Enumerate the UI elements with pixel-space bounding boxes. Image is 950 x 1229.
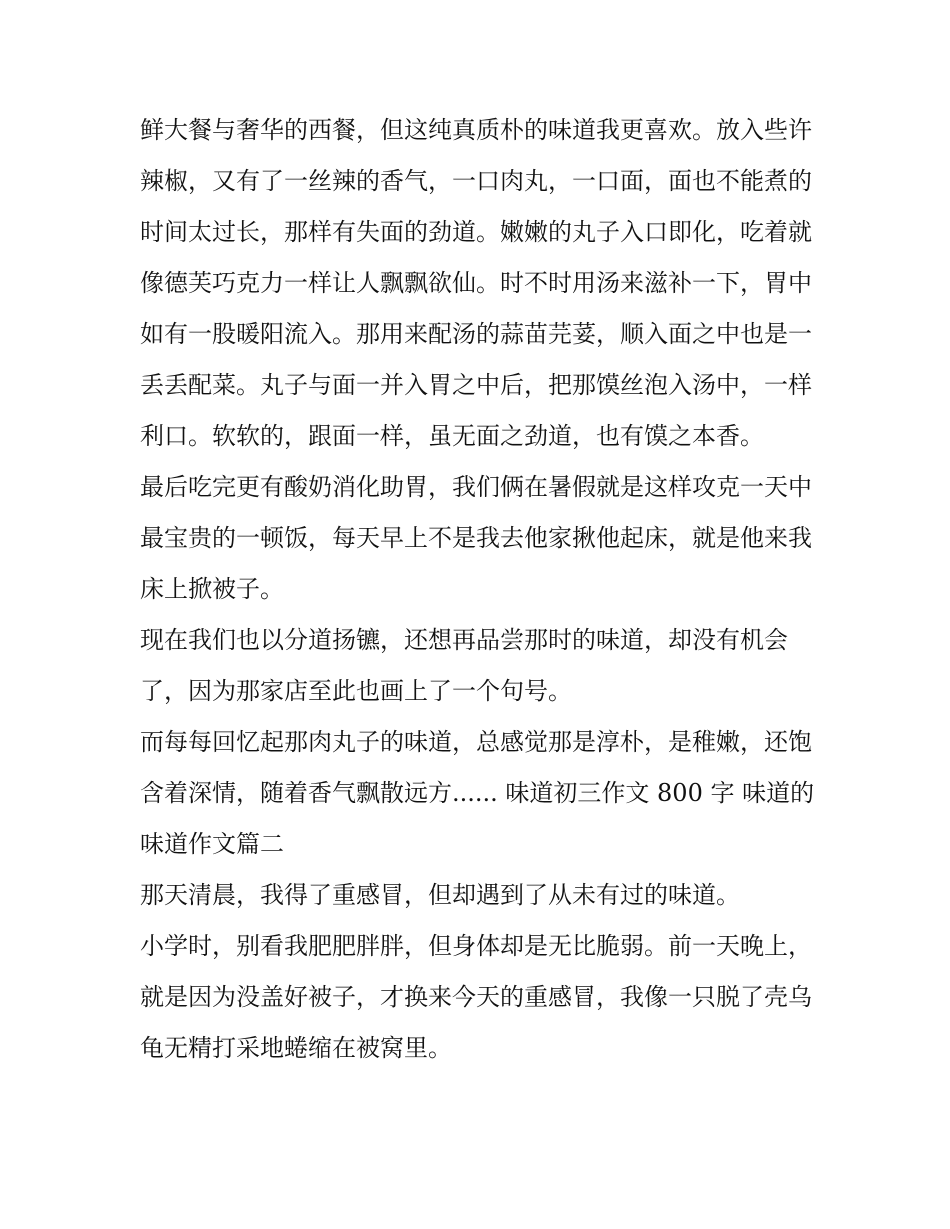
paragraph-6: 小学时，别看我肥肥胖胖，但身体却是无比脆弱。前一天晚上，就是因为没盖好被子，才换来今天的重感冒，我像一只脱了壳乌龟无精打采地蜷缩在被窝里。 <box>140 932 812 1062</box>
paragraph-5: 那天清晨，我得了重感冒，但却遇到了从未有过的味道。 <box>140 881 740 909</box>
document-body <box>140 105 820 1074</box>
paragraph-3: 现在我们也以分道扬镳，还想再品尝那时的味道，却没有机会了，因为那家店至此也画上了一个句号。 <box>140 626 788 705</box>
paragraph-4: 而每每回忆起那肉丸子的味道，总感觉那是淳朴，是稚嫩，还饱含着深情，随着香气飘散远方...... 味道初三作文 800 字 味道的味道作文篇二 <box>140 728 815 858</box>
paragraph-2: 最后吃完更有酸奶消化助胃，我们俩在暑假就是这样攻克一天中最宝贵的一顿饭，每天早上不是我去他家揪他起床，就是他来我床上掀被子。 <box>140 473 812 603</box>
paragraph-1: 鲜大餐与奢华的西餐，但这纯真质朴的味道我更喜欢。放入些许辣椒，又有了一丝辣的香气，一口肉丸，一口面，面也不能煮的时间太过长，那样有失面的劲道。嫩嫩的丸子入口即化，吃着就像德芙巧克力一样让人飘飘欲仙。时不时用汤来滋补一下，胃中如有一股暖阳流入。那用来配汤的蒜苗芫荽，顺入面之中也是一丢丢配菜。丸子与面一并入胃之中后，把那馍丝泡入汤中，一样利口。软软的，跟面一样，虽无面之劲道，也有馍之本香。 <box>140 116 812 450</box>
